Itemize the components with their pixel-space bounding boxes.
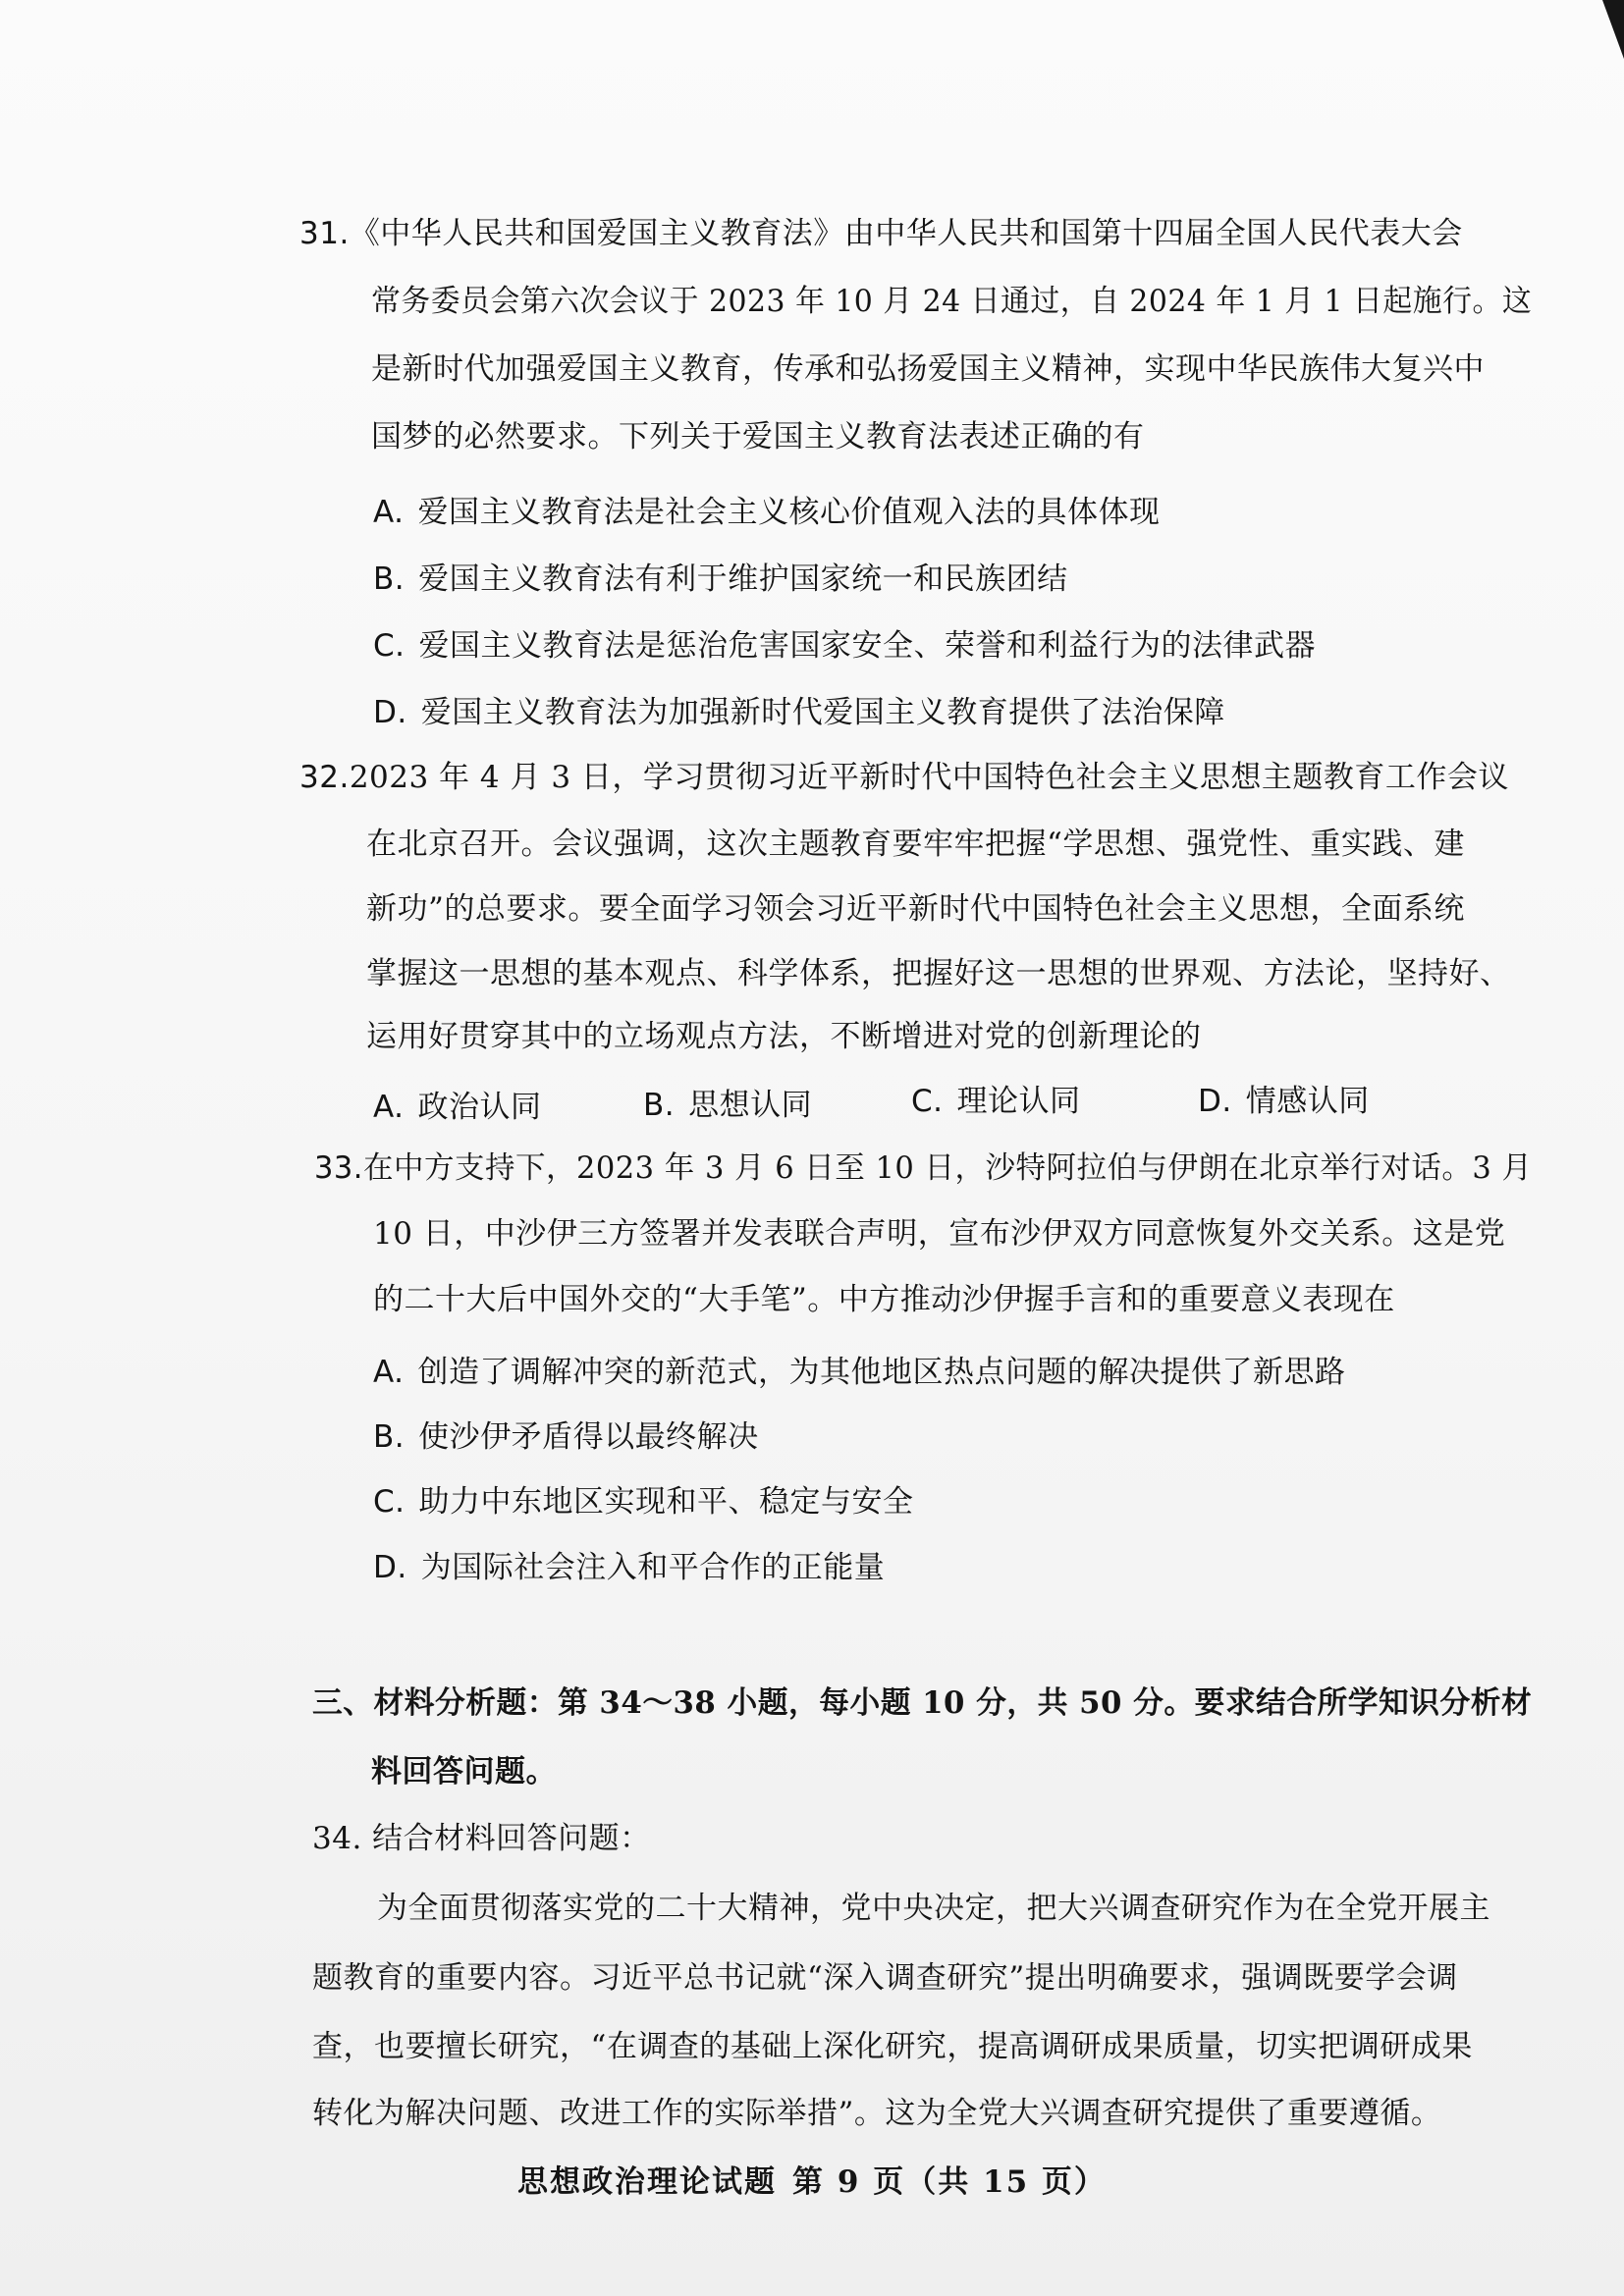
material-line-3: 查，也要擅长研究，“在调查的基础上深化研究，提高调研成果质量，切实把调研成果	[312, 2029, 1473, 2064]
question-31-line-4: 国梦的必然要求。下列关于爱国主义教育法表述正确的有	[371, 419, 1145, 454]
question-31-line-1: 31.《中华人民共和国爱国主义教育法》由中华人民共和国第十四届全国人民代表大会	[299, 216, 1463, 251]
option-d: D. 情感认同	[1198, 1084, 1370, 1119]
question-33-line-2: 10 日，中沙伊三方签署并发表联合声明，宣布沙伊双方同意恢复外交关系。这是党	[373, 1216, 1506, 1252]
question-32-line-4: 掌握这一思想的基本观点、科学体系，把握好这一思想的世界观、方法论，坚持好、	[366, 956, 1511, 991]
option-a: A. 爱国主义教育法是社会主义核心价值观入法的具体体现	[373, 495, 1161, 530]
question-33-line-3: 的二十大后中国外交的“大手笔”。中方推动沙伊握手言和的重要意义表现在	[373, 1282, 1395, 1317]
question-32-line-3: 新功”的总要求。要全面学习领会习近平新时代中国特色社会主义思想，全面系统	[366, 891, 1465, 927]
option-a: A. 创造了调解冲突的新范式，为其他地区热点问题的解决提供了新思路	[373, 1355, 1346, 1390]
question-number: 32.	[299, 760, 350, 795]
material-line-2: 题教育的重要内容。习近平总书记就“深入调查研究”提出明确要求，强调既要学会调	[312, 1960, 1458, 1996]
question-34-heading: 34. 结合材料回答问题：	[312, 1821, 651, 1856]
section-3-line-1: 三、材料分析题：第 34～38 小题，每小题 10 分，共 50 分。要求结合所学知识分析材	[312, 1685, 1533, 1721]
question-32-line-5: 运用好贯穿其中的立场观点方法，不断增进对党的创新理论的	[366, 1019, 1202, 1054]
question-32-line-2: 在北京召开。会议强调，这次主题教育要牢牢把握“学思想、强党性、重实践、建	[366, 827, 1465, 862]
option-b: B. 使沙伊矛盾得以最终解决	[373, 1419, 759, 1455]
page-footer	[0, 2157, 1624, 2201]
option-b: B. 爱国主义教育法有利于维护国家统一和民族团结	[373, 561, 1068, 597]
option-c: C. 爱国主义教育法是惩治危害国家安全、荣誉和利益行为的法律武器	[373, 628, 1316, 664]
option-d: D. 为国际社会注入和平合作的正能量	[373, 1550, 886, 1585]
question-33-line-1: 33.在中方支持下，2023 年 3 月 6 日至 10 日，沙特阿拉伯与伊朗在北京举行对话。3 月	[314, 1150, 1533, 1186]
option-c: C. 助力中东地区实现和平、稳定与安全	[373, 1484, 914, 1520]
option-d: D. 爱国主义教育法为加强新时代爱国主义教育提供了法治保障	[373, 695, 1225, 730]
material-line-4: 转化为解决问题、改进工作的实际举措”。这为全党大兴调查研究提供了重要遵循。	[312, 2096, 1442, 2131]
footer-page-number: 第 9 页（共 15 页）	[792, 2164, 1107, 2200]
question-number: 33.	[314, 1150, 363, 1186]
question-number: 31.	[299, 216, 350, 251]
footer-subject: 思想政治理论试题	[517, 2164, 778, 2200]
corner-shadow	[1602, 0, 1624, 59]
question-32-line-1: 32.2023 年 4 月 3 日，学习贯彻习近平新时代中国特色社会主义思想主题教育工作会议	[299, 760, 1509, 795]
question-31-line-3: 是新时代加强爱国主义教育，传承和弘扬爱国主义精神，实现中华民族伟大复兴中	[371, 351, 1485, 387]
option-c: C. 理论认同	[911, 1084, 1081, 1119]
question-31-line-2: 常务委员会第六次会议于 2023 年 10 月 24 日通过，自 2024 年 1 月 1 日起施行。这	[371, 284, 1533, 319]
option-a: A. 政治认同	[373, 1090, 542, 1125]
material-line-1: 为全面贯彻落实党的二十大精神，党中央决定，把大兴调查研究作为在全党开展主	[377, 1891, 1490, 1926]
option-b: B. 思想认同	[643, 1088, 813, 1123]
section-3-line-2: 料回答问题。	[371, 1754, 557, 1789]
